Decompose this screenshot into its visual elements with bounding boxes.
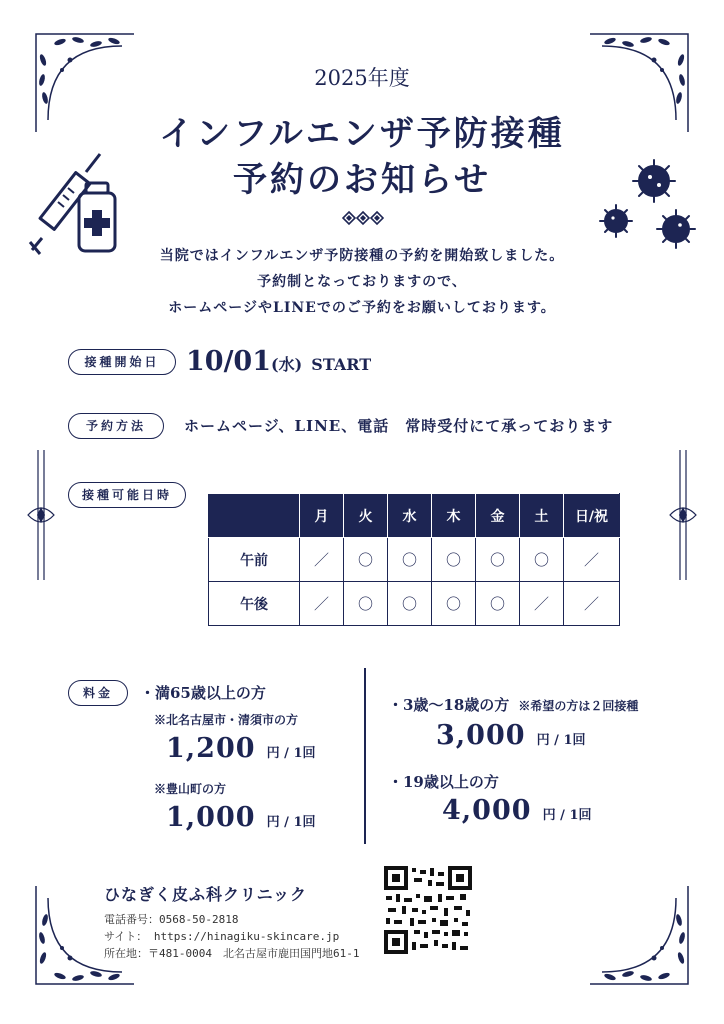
fee-unit: 円 / 1回 — [266, 815, 316, 830]
availability-cell: 〇 — [388, 538, 432, 582]
senior-fee-note1: ※北名古屋市・清須市の方 — [154, 713, 299, 727]
fee-unit: 円 / 1回 — [266, 746, 316, 761]
start-date-suffix: START — [311, 355, 372, 374]
clinic-site: サイト： https://hinagiku-skincare.jp — [104, 930, 340, 943]
adult-fee-price: 4,000 — [442, 795, 532, 826]
clinic-address: 所在地：〒481-0004 北名古屋市鹿田国門地61-1 — [104, 947, 360, 960]
availability-cell: 〇 — [432, 582, 476, 626]
senior-fee-price1: 1,200 — [166, 733, 256, 764]
schedule-header-row — [209, 494, 620, 538]
start-date-value: 10/01 — [186, 346, 272, 377]
senior-fee-price2: 1,000 — [166, 802, 256, 833]
availability-cell: 〇 — [476, 582, 520, 626]
start-date-weekday: (水) — [271, 355, 303, 374]
fee-divider — [364, 668, 366, 844]
day-header: 水 — [388, 494, 432, 538]
availability-cell: ／ — [564, 538, 620, 582]
side-flourish-left-icon — [24, 445, 60, 585]
fees-label: 料金 — [68, 680, 128, 706]
schedule-table — [208, 493, 620, 626]
day-header: 月 — [300, 494, 344, 538]
fee-unit: 円 / 1回 — [542, 808, 592, 823]
senior-fee-price1-row — [166, 733, 316, 764]
day-header: 金 — [476, 494, 520, 538]
schedule-label: 接種可能日時 — [68, 482, 186, 508]
intro-line2: 予約制となっておりますので、 — [257, 274, 467, 290]
page-title-line1: インフルエンザ予防接種 — [159, 114, 565, 154]
child-fee-price: 3,000 — [436, 720, 526, 751]
availability-cell: 〇 — [476, 538, 520, 582]
senior-fee-price2-row — [166, 802, 316, 833]
start-date-row — [186, 346, 371, 377]
adult-fee-price-row — [442, 795, 592, 826]
table-row — [209, 582, 620, 626]
start-date-label: 接種開始日 — [68, 349, 176, 375]
child-fee-title-row — [388, 694, 638, 715]
availability-cell: 〇 — [432, 538, 476, 582]
qr-code-icon[interactable] — [384, 866, 472, 954]
senior-fee-note2: ※豊山町の方 — [154, 782, 227, 796]
availability-cell: ／ — [520, 582, 564, 626]
adult-fee-title: ・19歳以上の方 — [388, 773, 499, 791]
child-fee-price-row — [436, 720, 586, 751]
availability-cell: ／ — [300, 582, 344, 626]
page-title-line2: 予約のお知らせ — [233, 160, 491, 200]
day-header: 日/祝 — [564, 494, 620, 538]
fee-unit: 円 / 1回 — [536, 733, 586, 748]
clinic-phone: 電話番号：0568-50-2818 — [104, 913, 239, 926]
diamond-divider-icon — [342, 210, 384, 226]
reservation-method-label: 予約方法 — [68, 413, 164, 439]
leaf-branch-ornament-icon — [584, 880, 694, 990]
availability-cell: 〇 — [520, 538, 564, 582]
year-label: 2025年度 — [314, 66, 410, 90]
intro-line1: 当院ではインフルエンザ予防接種の予約を開始致しました。 — [159, 248, 565, 264]
reservation-method-text: ホームページ、LINE、電話 常時受付にて承っております — [184, 417, 614, 435]
day-header: 木 — [432, 494, 476, 538]
availability-cell: ／ — [564, 582, 620, 626]
availability-cell: 〇 — [344, 582, 388, 626]
intro-line3: ホームページやLINEでのご予約をお願いしております。 — [168, 300, 556, 316]
child-fee-title: ・3歳〜18歳の方 — [388, 696, 510, 714]
table-row — [209, 538, 620, 582]
day-header: 土 — [520, 494, 564, 538]
availability-cell: 〇 — [344, 538, 388, 582]
side-flourish-right-icon — [664, 445, 700, 585]
availability-cell: ／ — [300, 538, 344, 582]
row-label-morning: 午前 — [209, 538, 300, 582]
schedule-corner-cell — [209, 494, 300, 538]
senior-fee-title: ・満65歳以上の方 — [140, 684, 266, 702]
availability-cell: 〇 — [388, 582, 432, 626]
child-fee-note: ※希望の方は２回接種 — [518, 699, 639, 713]
clinic-name: ひなぎく皮ふ科クリニック — [104, 885, 308, 904]
day-header: 火 — [344, 494, 388, 538]
row-label-afternoon: 午後 — [209, 582, 300, 626]
